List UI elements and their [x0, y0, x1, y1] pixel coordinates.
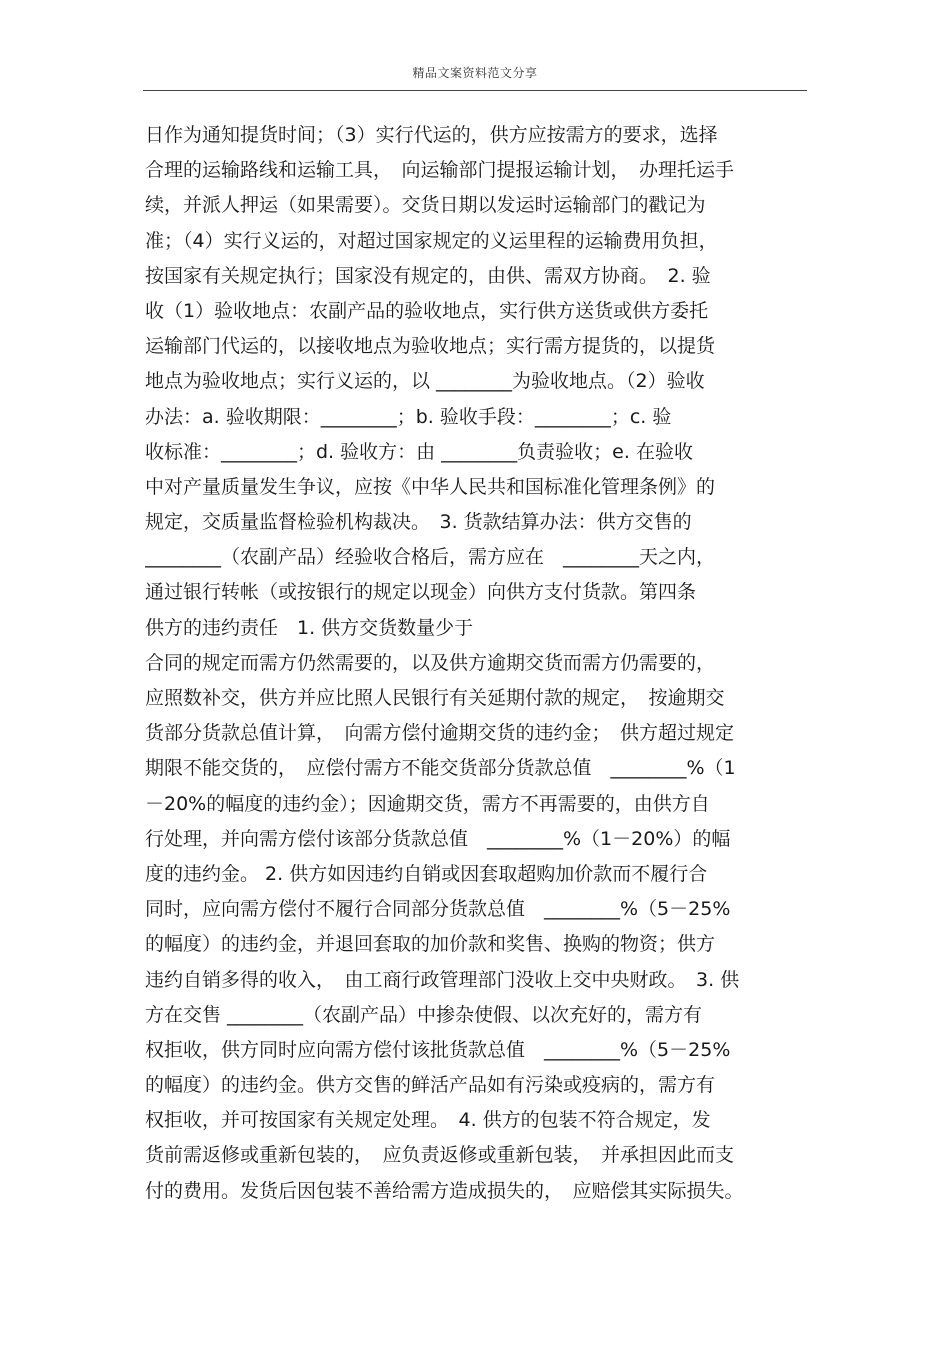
text-line: 续，并派人押运（如果需要）。交货日期以发运时运输部门的戳记为	[145, 194, 706, 217]
page-header: 精品文案资料范文分享	[412, 66, 538, 80]
text-line: 的幅度）的违约金。供方交售的鲜活产品如有污染或疫病的，需方有	[145, 1074, 716, 1097]
text-line: 权拒收，并可按国家有关规定处理。 4. 供方的包装不符合规定，发	[145, 1109, 711, 1132]
text-line: 规定，交质量监督检验机构裁决。 3. 货款结算办法：供方交售的	[145, 511, 692, 534]
text-line: 应照数补交，供方并应比照人民银行有关延期付款的规定， 按逾期交	[145, 687, 725, 709]
text-line: 货前需返修或重新包装的， 应负责返修或重新包装， 并承担因此而支	[145, 1144, 735, 1167]
text-line: 准；（4）实行义运的，对超过国家规定的义运里程的运输费用负担，	[145, 229, 718, 252]
text-line: 权拒收，供方同时应向需方偿付该批货款总值 ________%（5－25%	[145, 1038, 731, 1061]
text-line: 通过银行转帐（或按银行的规定以现金）向供方支付货款。第四条	[145, 581, 697, 604]
text-line: 同时，应向需方偿付不履行合同部分货款总值 ________%（5－25%	[145, 898, 731, 921]
text-line: 收标准：________；d. 验收方：由 ________负责验收；e. 在验收	[145, 440, 693, 463]
text-line: 运输部门代运的，以接收地点为验收地点；实行需方提货的，以提货	[145, 335, 716, 358]
header-divider	[143, 90, 807, 91]
text-line: 日作为通知提货时间；（3）实行代运的，供方应按需方的要求，选择	[145, 124, 718, 146]
text-line: 中对产量质量发生争议，应按《中华人民共和国标准化管理条例》的	[145, 475, 716, 498]
text-line: 行处理，并向需方偿付该部分货款总值 ________%（1－20%）的幅	[145, 827, 731, 850]
text-line: ________（农副产品）经验收合格后，需方应在 ________天之内，	[145, 546, 716, 569]
text-line: －20%的幅度的违约金）；因逾期交货，需方不再需要的，由供方自	[145, 792, 710, 815]
text-line: 合同的规定而需方仍然需要的，以及供方逾期交货而需方仍需要的，	[145, 651, 716, 674]
text-line: 地点为验收地点；实行义运的，以 ________为验收地点。（2）验收	[145, 370, 705, 393]
text-line: 期限不能交货的， 应偿付需方不能交货部分货款总值 ________%（1	[145, 757, 736, 780]
text-line: 按国家有关规定执行；国家没有规定的，由供、需双方协商。 2. 验	[145, 264, 711, 287]
text-line: 度的违约金。 2. 供方如因违约自销或因套取超购加价款而不履行合	[145, 862, 708, 885]
text-line: 付的费用。发货后因包装不善给需方造成损失的， 应赔偿其实际损失。	[145, 1179, 744, 1202]
document-body	[145, 118, 809, 1209]
text-line: 货部分货款总值计算， 向需方偿付逾期交货的违约金； 供方超过规定	[145, 722, 735, 745]
text-line: 方在交售 ________（农副产品）中掺杂使假、以次充好的，需方有	[145, 1003, 703, 1026]
text-line: 收（1）验收地点：农副产品的验收地点，实行供方送货或供方委托	[145, 299, 709, 322]
text-line: 办法：a. 验收期限：________；b. 验收手段：________；c. 验	[145, 405, 672, 428]
text-line: 合理的运输路线和运输工具， 向运输部门提报运输计划， 办理托运手	[145, 159, 735, 182]
text-line: 违约自销多得的收入， 由工商行政管理部门没收上交中央财政。 3. 供	[145, 968, 740, 991]
text-line: 的幅度）的违约金，并退回套取的加价款和奖售、换购的物资；供方	[145, 933, 716, 956]
text-line: 供方的违约责任 1. 供方交货数量少于	[145, 616, 474, 639]
